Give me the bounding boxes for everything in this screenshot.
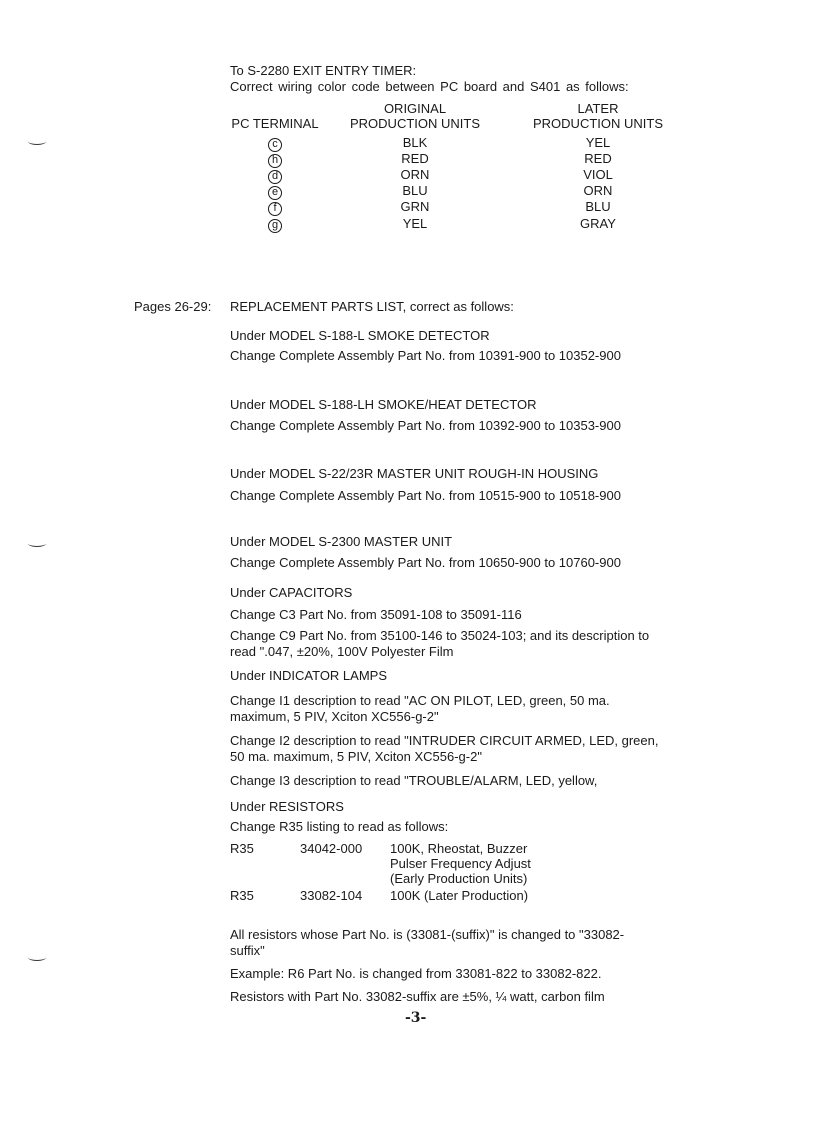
text-line: Change I3 description to read "TROUBLE/ALARM, LED, yellow,: [230, 773, 598, 788]
r35-ref: R35: [230, 841, 254, 856]
text-line: Change Complete Assembly Part No. from 10391-900 to 10352-900: [230, 348, 621, 363]
later-color: RED: [584, 151, 612, 166]
text-line: Under MODEL S-188-L SMOKE DETECTOR: [230, 328, 490, 343]
original-color: GRN: [400, 199, 430, 214]
terminal-cell: [268, 151, 282, 168]
terminal-cell: [268, 135, 282, 152]
later-color: ORN: [583, 183, 613, 198]
original-color: RED: [401, 151, 429, 166]
text-line: suffix": [230, 943, 265, 958]
r35-part: 34042-000: [300, 841, 363, 856]
r35-desc: (Early Production Units): [390, 871, 528, 886]
text-line: Under CAPACITORS: [230, 585, 353, 600]
terminal-cell: [268, 183, 282, 200]
text-line: Change I1 description to read "AC ON PILOT, LED, green, 50 ma.: [230, 693, 610, 708]
terminal-cell: [268, 216, 282, 233]
r35-desc: Pulser Frequency Adjust: [390, 856, 531, 871]
timer-intro: Correct wiring color code between PC board and S401 as follows:: [230, 79, 629, 94]
text-line: Under MODEL S-188-LH SMOKE/HEAT DETECTOR: [230, 397, 537, 412]
timer-title: To S-2280 EXIT ENTRY TIMER:: [230, 63, 417, 78]
later-color: VIOL: [583, 167, 613, 182]
r35-part: 33082-104: [300, 888, 363, 903]
text-line: Under INDICATOR LAMPS: [230, 668, 388, 683]
terminal-letter: d: [268, 170, 282, 184]
text-line: Change Complete Assembly Part No. from 10650-900 to 10760-900: [230, 555, 621, 570]
text-line: Under MODEL S-22/23R MASTER UNIT ROUGH-IN HOUSING: [230, 466, 599, 481]
terminal-cell: [268, 167, 282, 184]
terminal-letter: g: [268, 219, 282, 233]
r35-ref: R35: [230, 888, 254, 903]
terminal-letter: e: [268, 186, 282, 200]
later-color: GRAY: [580, 216, 616, 231]
header-original-2: PRODUCTION UNITS: [350, 116, 480, 131]
header-original: ORIGINAL: [383, 101, 447, 116]
text-line: 50 ma. maximum, 5 PIV, Xciton XC556-g-2": [230, 749, 482, 764]
margin-mark: [28, 954, 46, 961]
text-line: Change Complete Assembly Part No. from 10515-900 to 10518-900: [230, 488, 621, 503]
text-line: Change I2 description to read "INTRUDER CIRCUIT ARMED, LED, green,: [230, 733, 659, 748]
original-color: YEL: [402, 216, 428, 231]
terminal-letter: c: [268, 138, 282, 152]
margin-mark: [28, 138, 46, 145]
original-color: BLK: [402, 135, 428, 150]
parts-heading: REPLACEMENT PARTS LIST, correct as follows:: [230, 299, 514, 314]
text-line: Change Complete Assembly Part No. from 10392-900 to 10353-900: [230, 418, 621, 433]
header-later-2: PRODUCTION UNITS: [533, 116, 663, 131]
terminal-letter: h: [268, 154, 282, 168]
text-line: Change C3 Part No. from 35091-108 to 35091-116: [230, 607, 522, 622]
text-line: Under MODEL S-2300 MASTER UNIT: [230, 534, 453, 549]
header-terminal: PC TERMINAL: [231, 116, 319, 131]
text-line: Example: R6 Part No. is changed from 33081-822 to 33082-822.: [230, 966, 602, 981]
text-line: All resistors whose Part No. is (33081-(suffix)" is changed to "33082-: [230, 927, 625, 942]
pages-label: Pages 26-29:: [134, 299, 212, 314]
text-line: read ".047, ±20%, 100V Polyester Film: [230, 644, 454, 659]
original-color: ORN: [400, 167, 430, 182]
header-later: LATER: [577, 101, 619, 116]
text-line: Change R35 listing to read as follows:: [230, 819, 449, 834]
text-line: Under RESISTORS: [230, 799, 344, 814]
terminal-letter: f: [268, 202, 282, 216]
later-color: YEL: [585, 135, 611, 150]
later-color: BLU: [585, 199, 611, 214]
text-line: maximum, 5 PIV, Xciton XC556-g-2": [230, 709, 439, 724]
page-number: -3-: [405, 1010, 427, 1026]
original-color: BLU: [402, 183, 428, 198]
text-line: Resistors with Part No. 33082-suffix are ±5%, ¼ watt, carbon film: [230, 989, 605, 1004]
r35-desc: 100K (Later Production): [390, 888, 529, 903]
text-line: Change C9 Part No. from 35100-146 to 35024-103; and its description to: [230, 628, 650, 643]
terminal-cell: [268, 199, 282, 216]
r35-desc: 100K, Rheostat, Buzzer: [390, 841, 528, 856]
margin-mark: [28, 540, 46, 547]
